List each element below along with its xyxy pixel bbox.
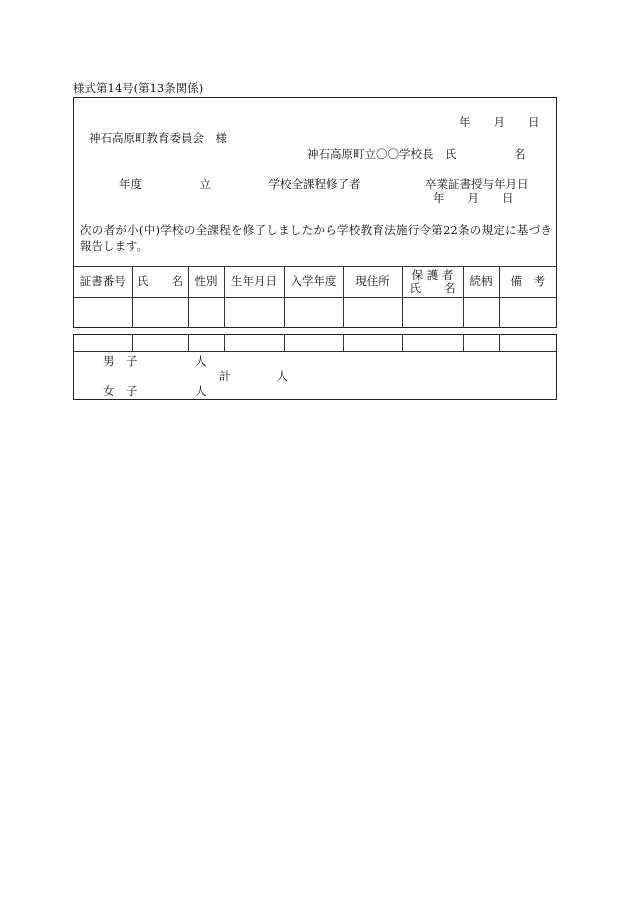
col-remarks: 備 考 [499, 267, 556, 298]
col-relationship: 続柄 [463, 267, 499, 298]
report-body-text: 次の者が小(中)学校の全課程を修了しましたから学校教育法施行令第22条の規定に基づき報告します。 [80, 223, 552, 253]
total-count: 計 人 [219, 369, 288, 383]
addressee: 神石高原町教育委員会 様 [89, 131, 227, 145]
col-address: 現住所 [343, 267, 402, 298]
form-title: 様式第14号(第13条関係) [73, 81, 204, 95]
graduates-table [74, 266, 556, 328]
male-count: 男 子 人 [103, 354, 207, 368]
graduation-date: 年 月 日 [433, 191, 514, 205]
sender-principal: 神石高原町立〇〇学校長 氏 名 [307, 147, 526, 161]
col-certificate-number: 証書番号 [74, 267, 132, 298]
school-line: 年度 立 学校全課程修了者 [119, 177, 361, 191]
totals-table-strip [74, 335, 556, 352]
col-guardian-bottom: 氏 名 [409, 281, 456, 295]
col-guardian [402, 267, 463, 298]
female-count: 女 子 人 [103, 384, 207, 398]
col-name: 氏 名 [132, 267, 188, 298]
col-guardian-top: 保 護 者 [411, 267, 454, 282]
col-enrollment-year: 入学年度 [284, 267, 343, 298]
table-row [74, 298, 556, 328]
graduation-date-label: 卒業証書授与年月日 [425, 177, 529, 191]
col-sex: 性別 [188, 267, 224, 298]
report-date: 年 月 日 [459, 115, 540, 129]
table-row [74, 335, 556, 351]
col-birthdate: 生年月日 [224, 267, 284, 298]
table-header-row [74, 267, 556, 298]
